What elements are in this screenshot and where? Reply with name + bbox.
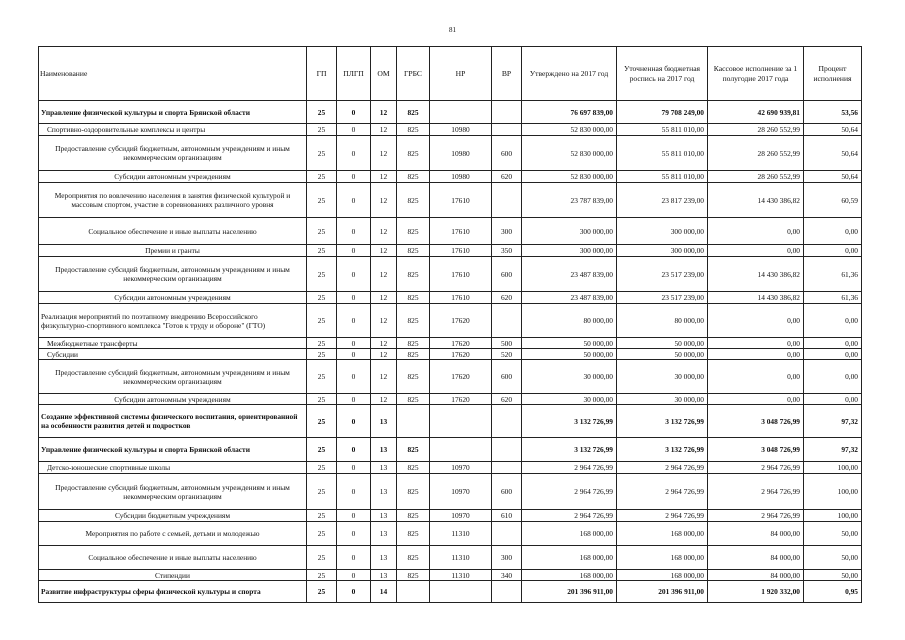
row-plgp: 0 xyxy=(337,338,371,349)
row-name: Предоставление субсидий бюджетным, автономным учреждениям и иным некоммерческим организациям xyxy=(39,474,307,510)
row-plgp: 0 xyxy=(337,546,371,570)
row-grbs: 825 xyxy=(397,245,430,257)
row-gp: 25 xyxy=(307,581,337,603)
row-approved: 168 000,00 xyxy=(522,522,617,546)
row-vr xyxy=(492,522,522,546)
row-np: 10970 xyxy=(430,510,492,522)
row-refined: 55 811 010,00 xyxy=(617,124,708,136)
row-gp: 25 xyxy=(307,462,337,474)
row-om: 12 xyxy=(371,101,397,124)
row-om: 13 xyxy=(371,462,397,474)
row-executed: 3 048 726,99 xyxy=(708,405,804,438)
row-np: 17620 xyxy=(430,349,492,360)
row-approved: 201 396 911,00 xyxy=(522,581,617,603)
row-vr: 500 xyxy=(492,338,522,349)
header-np: НР xyxy=(430,47,492,101)
row-gp: 25 xyxy=(307,304,337,338)
row-approved: 2 964 726,99 xyxy=(522,474,617,510)
row-grbs: 825 xyxy=(397,522,430,546)
table-row xyxy=(39,136,862,171)
row-gp: 25 xyxy=(307,245,337,257)
row-np: 10980 xyxy=(430,171,492,183)
row-refined: 3 132 726,99 xyxy=(617,405,708,438)
row-name: Социальное обеспечение и иные выплаты населению xyxy=(39,218,307,245)
row-approved: 168 000,00 xyxy=(522,546,617,570)
row-vr: 350 xyxy=(492,245,522,257)
row-grbs: 825 xyxy=(397,474,430,510)
row-name: Реализация мероприятий по поэтапному внедрению Всероссийского физкультурно-спортивного комплекса "Готов к труду и обороне" (ГТО) xyxy=(39,304,307,338)
row-name: Детско-юношеские спортивные школы xyxy=(39,462,307,474)
row-plgp: 0 xyxy=(337,462,371,474)
row-executed: 0,00 xyxy=(708,245,804,257)
row-plgp: 0 xyxy=(337,171,371,183)
row-grbs: 825 xyxy=(397,136,430,171)
row-approved: 80 000,00 xyxy=(522,304,617,338)
table-row xyxy=(39,438,862,462)
row-name: Создание эффективной системы физического воспитания, ориентированной на особенности развития детей и подростков xyxy=(39,405,307,438)
row-vr xyxy=(492,124,522,136)
budget-table xyxy=(38,46,862,603)
header-row xyxy=(39,47,862,101)
row-gp: 25 xyxy=(307,349,337,360)
row-executed: 14 430 386,82 xyxy=(708,183,804,218)
row-percent: 50,64 xyxy=(804,136,862,171)
table-row xyxy=(39,257,862,292)
row-approved: 2 964 726,99 xyxy=(522,510,617,522)
row-gp: 25 xyxy=(307,522,337,546)
table-row xyxy=(39,570,862,581)
row-vr: 610 xyxy=(492,510,522,522)
row-om: 13 xyxy=(371,474,397,510)
row-vr: 600 xyxy=(492,474,522,510)
row-plgp: 0 xyxy=(337,394,371,405)
row-refined: 168 000,00 xyxy=(617,546,708,570)
row-name: Стипендии xyxy=(39,570,307,581)
row-name: Управление физической культуры и спорта Брянской области xyxy=(39,101,307,124)
row-np: 17620 xyxy=(430,394,492,405)
row-np: 17620 xyxy=(430,304,492,338)
row-approved: 23 787 839,00 xyxy=(522,183,617,218)
row-np xyxy=(430,438,492,462)
row-approved: 3 132 726,99 xyxy=(522,438,617,462)
row-vr: 520 xyxy=(492,349,522,360)
row-executed: 28 260 552,99 xyxy=(708,136,804,171)
row-grbs: 825 xyxy=(397,546,430,570)
header-vr: ВР xyxy=(492,47,522,101)
row-plgp: 0 xyxy=(337,474,371,510)
row-executed: 0,00 xyxy=(708,349,804,360)
table-row xyxy=(39,245,862,257)
row-plgp: 0 xyxy=(337,570,371,581)
row-percent: 0,00 xyxy=(804,218,862,245)
row-grbs: 825 xyxy=(397,218,430,245)
header-refined: Уточненная бюджетная роспись на 2017 год xyxy=(617,47,708,101)
row-vr xyxy=(492,581,522,603)
row-name: Социальное обеспечение и иные выплаты населению xyxy=(39,546,307,570)
header-executed: Кассовое исполнение за 1 полугодие 2017 года xyxy=(708,47,804,101)
table-row xyxy=(39,218,862,245)
row-name: Субсидии автономным учреждениям xyxy=(39,171,307,183)
table-row xyxy=(39,462,862,474)
row-refined: 79 708 249,00 xyxy=(617,101,708,124)
row-grbs: 825 xyxy=(397,462,430,474)
row-om: 12 xyxy=(371,304,397,338)
row-name: Предоставление субсидий бюджетным, автономным учреждениям и иным некоммерческим организациям xyxy=(39,136,307,171)
header-plgp: ПЛГП xyxy=(337,47,371,101)
row-approved: 300 000,00 xyxy=(522,245,617,257)
row-gp: 25 xyxy=(307,360,337,394)
row-executed: 42 690 939,81 xyxy=(708,101,804,124)
row-refined: 55 811 010,00 xyxy=(617,136,708,171)
row-refined: 50 000,00 xyxy=(617,349,708,360)
row-vr xyxy=(492,405,522,438)
row-executed: 28 260 552,99 xyxy=(708,171,804,183)
table-row xyxy=(39,474,862,510)
row-grbs: 825 xyxy=(397,510,430,522)
row-plgp: 0 xyxy=(337,304,371,338)
row-np: 10980 xyxy=(430,124,492,136)
row-approved: 76 697 839,00 xyxy=(522,101,617,124)
row-om: 12 xyxy=(371,360,397,394)
table-row xyxy=(39,292,862,304)
row-percent: 61,36 xyxy=(804,257,862,292)
row-executed: 84 000,00 xyxy=(708,522,804,546)
row-gp: 25 xyxy=(307,474,337,510)
row-gp: 25 xyxy=(307,338,337,349)
row-vr: 620 xyxy=(492,292,522,304)
row-om: 12 xyxy=(371,394,397,405)
row-refined: 168 000,00 xyxy=(617,522,708,546)
table-row xyxy=(39,522,862,546)
row-vr: 300 xyxy=(492,546,522,570)
row-name: Предоставление субсидий бюджетным, автономным учреждениям и иным некоммерческим организациям xyxy=(39,360,307,394)
row-percent: 0,00 xyxy=(804,338,862,349)
row-om: 13 xyxy=(371,522,397,546)
row-executed: 0,00 xyxy=(708,218,804,245)
row-gp: 25 xyxy=(307,171,337,183)
row-plgp: 0 xyxy=(337,124,371,136)
row-gp: 25 xyxy=(307,136,337,171)
row-name: Субсидии xyxy=(39,349,307,360)
row-approved: 52 830 000,00 xyxy=(522,124,617,136)
header-name: Наименование xyxy=(39,47,307,101)
row-name: Управление физической культуры и спорта Брянской области xyxy=(39,438,307,462)
header-approved: Утверждено на 2017 год xyxy=(522,47,617,101)
table-row xyxy=(39,510,862,522)
row-approved: 50 000,00 xyxy=(522,349,617,360)
row-gp: 25 xyxy=(307,101,337,124)
row-percent: 53,56 xyxy=(804,101,862,124)
row-grbs xyxy=(397,581,430,603)
row-np: 10970 xyxy=(430,462,492,474)
row-executed: 84 000,00 xyxy=(708,570,804,581)
row-np xyxy=(430,405,492,438)
row-executed: 3 048 726,99 xyxy=(708,438,804,462)
row-percent: 50,64 xyxy=(804,124,862,136)
table-row xyxy=(39,171,862,183)
row-refined: 2 964 726,99 xyxy=(617,462,708,474)
row-approved: 2 964 726,99 xyxy=(522,462,617,474)
table-row xyxy=(39,405,862,438)
row-om: 12 xyxy=(371,338,397,349)
row-np: 17620 xyxy=(430,360,492,394)
row-vr xyxy=(492,304,522,338)
row-name: Субсидии автономным учреждениям xyxy=(39,292,307,304)
row-om: 13 xyxy=(371,546,397,570)
table-row xyxy=(39,101,862,124)
row-plgp: 0 xyxy=(337,136,371,171)
row-np xyxy=(430,101,492,124)
row-plgp: 0 xyxy=(337,245,371,257)
row-grbs: 825 xyxy=(397,124,430,136)
row-approved: 300 000,00 xyxy=(522,218,617,245)
row-om: 13 xyxy=(371,570,397,581)
row-percent: 50,00 xyxy=(804,570,862,581)
row-grbs: 825 xyxy=(397,394,430,405)
table-row xyxy=(39,349,862,360)
table-row xyxy=(39,304,862,338)
row-approved: 52 830 000,00 xyxy=(522,136,617,171)
row-executed: 28 260 552,99 xyxy=(708,124,804,136)
header-grbs: ГРБС xyxy=(397,47,430,101)
row-np: 11310 xyxy=(430,522,492,546)
row-np: 17610 xyxy=(430,257,492,292)
row-vr: 340 xyxy=(492,570,522,581)
row-plgp: 0 xyxy=(337,183,371,218)
row-om: 12 xyxy=(371,124,397,136)
row-refined: 80 000,00 xyxy=(617,304,708,338)
table-row xyxy=(39,338,862,349)
row-percent: 0,00 xyxy=(804,360,862,394)
row-refined: 2 964 726,99 xyxy=(617,510,708,522)
row-grbs: 825 xyxy=(397,570,430,581)
row-np xyxy=(430,581,492,603)
row-np: 17610 xyxy=(430,218,492,245)
row-refined: 2 964 726,99 xyxy=(617,474,708,510)
row-refined: 50 000,00 xyxy=(617,338,708,349)
row-om: 12 xyxy=(371,245,397,257)
row-percent: 50,00 xyxy=(804,522,862,546)
row-om: 12 xyxy=(371,136,397,171)
row-plgp: 0 xyxy=(337,292,371,304)
row-percent: 0,00 xyxy=(804,394,862,405)
header-percent: Процент исполнения xyxy=(804,47,862,101)
row-name: Мероприятия по вовлечению населения в занятия физической культурой и массовым спортом, участие в соревнованиях различного уровня xyxy=(39,183,307,218)
row-approved: 30 000,00 xyxy=(522,394,617,405)
row-grbs: 825 xyxy=(397,360,430,394)
row-gp: 25 xyxy=(307,570,337,581)
row-vr: 620 xyxy=(492,171,522,183)
row-plgp: 0 xyxy=(337,360,371,394)
row-name: Мероприятия по работе с семьей, детьми и молодежью xyxy=(39,522,307,546)
table-row xyxy=(39,581,862,603)
row-percent: 0,00 xyxy=(804,245,862,257)
row-om: 12 xyxy=(371,218,397,245)
row-executed: 0,00 xyxy=(708,394,804,405)
row-executed: 14 430 386,82 xyxy=(708,257,804,292)
row-refined: 3 132 726,99 xyxy=(617,438,708,462)
row-percent: 0,00 xyxy=(804,349,862,360)
row-executed: 84 000,00 xyxy=(708,546,804,570)
row-plgp: 0 xyxy=(337,257,371,292)
row-name: Субсидии автономным учреждениям xyxy=(39,394,307,405)
row-om: 13 xyxy=(371,510,397,522)
row-name: Премии и гранты xyxy=(39,245,307,257)
row-refined: 23 517 239,00 xyxy=(617,257,708,292)
row-refined: 300 000,00 xyxy=(617,218,708,245)
row-np: 10980 xyxy=(430,136,492,171)
row-om: 12 xyxy=(371,292,397,304)
row-grbs: 825 xyxy=(397,438,430,462)
row-executed: 14 430 386,82 xyxy=(708,292,804,304)
row-plgp: 0 xyxy=(337,101,371,124)
row-om: 14 xyxy=(371,581,397,603)
table-row xyxy=(39,546,862,570)
row-approved: 23 487 839,00 xyxy=(522,257,617,292)
row-refined: 201 396 911,00 xyxy=(617,581,708,603)
row-vr: 600 xyxy=(492,136,522,171)
row-percent: 97,32 xyxy=(804,405,862,438)
row-vr: 620 xyxy=(492,394,522,405)
row-percent: 60,59 xyxy=(804,183,862,218)
row-grbs: 825 xyxy=(397,292,430,304)
page-number: 81 xyxy=(449,26,456,34)
row-percent: 0,95 xyxy=(804,581,862,603)
row-approved: 23 487 839,00 xyxy=(522,292,617,304)
row-grbs: 825 xyxy=(397,349,430,360)
row-approved: 30 000,00 xyxy=(522,360,617,394)
row-np: 17610 xyxy=(430,183,492,218)
row-percent: 100,00 xyxy=(804,462,862,474)
row-name: Предоставление субсидий бюджетным, автономным учреждениям и иным некоммерческим организациям xyxy=(39,257,307,292)
row-refined: 30 000,00 xyxy=(617,394,708,405)
row-grbs: 825 xyxy=(397,304,430,338)
row-plgp: 0 xyxy=(337,581,371,603)
row-percent: 100,00 xyxy=(804,510,862,522)
row-percent: 50,00 xyxy=(804,546,862,570)
row-executed: 2 964 726,99 xyxy=(708,510,804,522)
row-plgp: 0 xyxy=(337,349,371,360)
row-om: 13 xyxy=(371,438,397,462)
row-executed: 0,00 xyxy=(708,338,804,349)
row-refined: 30 000,00 xyxy=(617,360,708,394)
row-vr xyxy=(492,438,522,462)
table-row xyxy=(39,124,862,136)
row-gp: 25 xyxy=(307,292,337,304)
row-plgp: 0 xyxy=(337,522,371,546)
row-name: Межбюджетные трансферты xyxy=(39,338,307,349)
row-om: 12 xyxy=(371,171,397,183)
header-gp: ГП xyxy=(307,47,337,101)
row-executed: 0,00 xyxy=(708,304,804,338)
row-om: 13 xyxy=(371,405,397,438)
row-grbs: 825 xyxy=(397,338,430,349)
row-refined: 168 000,00 xyxy=(617,570,708,581)
row-approved: 52 830 000,00 xyxy=(522,171,617,183)
row-np: 11310 xyxy=(430,570,492,581)
row-grbs xyxy=(397,405,430,438)
row-gp: 25 xyxy=(307,218,337,245)
row-approved: 168 000,00 xyxy=(522,570,617,581)
row-name: Субсидии бюджетным учреждениям xyxy=(39,510,307,522)
row-percent: 50,64 xyxy=(804,171,862,183)
row-np: 10970 xyxy=(430,474,492,510)
row-name: Развитие инфраструктуры сферы физической культуры и спорта xyxy=(39,581,307,603)
row-gp: 25 xyxy=(307,124,337,136)
row-vr: 600 xyxy=(492,257,522,292)
row-executed: 2 964 726,99 xyxy=(708,474,804,510)
row-executed: 2 964 726,99 xyxy=(708,462,804,474)
row-plgp: 0 xyxy=(337,510,371,522)
row-np: 17610 xyxy=(430,245,492,257)
row-np: 17620 xyxy=(430,338,492,349)
row-vr xyxy=(492,101,522,124)
row-plgp: 0 xyxy=(337,218,371,245)
row-gp: 25 xyxy=(307,438,337,462)
row-vr xyxy=(492,183,522,218)
row-approved: 50 000,00 xyxy=(522,338,617,349)
row-vr xyxy=(492,462,522,474)
row-vr: 600 xyxy=(492,360,522,394)
row-plgp: 0 xyxy=(337,405,371,438)
row-percent: 100,00 xyxy=(804,474,862,510)
row-om: 12 xyxy=(371,183,397,218)
row-refined: 23 817 239,00 xyxy=(617,183,708,218)
row-om: 12 xyxy=(371,349,397,360)
row-np: 17610 xyxy=(430,292,492,304)
row-approved: 3 132 726,99 xyxy=(522,405,617,438)
row-executed: 0,00 xyxy=(708,360,804,394)
table-row xyxy=(39,360,862,394)
row-vr: 300 xyxy=(492,218,522,245)
row-gp: 25 xyxy=(307,394,337,405)
row-grbs: 825 xyxy=(397,183,430,218)
row-grbs: 825 xyxy=(397,257,430,292)
table-row xyxy=(39,394,862,405)
row-gp: 25 xyxy=(307,546,337,570)
row-grbs: 825 xyxy=(397,101,430,124)
row-percent: 0,00 xyxy=(804,304,862,338)
table-row xyxy=(39,183,862,218)
row-gp: 25 xyxy=(307,257,337,292)
row-name: Спортивно-оздоровительные комплексы и центры xyxy=(39,124,307,136)
row-refined: 23 517 239,00 xyxy=(617,292,708,304)
row-om: 12 xyxy=(371,257,397,292)
row-percent: 61,36 xyxy=(804,292,862,304)
row-gp: 25 xyxy=(307,405,337,438)
header-om: ОМ xyxy=(371,47,397,101)
row-refined: 300 000,00 xyxy=(617,245,708,257)
row-gp: 25 xyxy=(307,183,337,218)
row-np: 11310 xyxy=(430,546,492,570)
row-plgp: 0 xyxy=(337,438,371,462)
row-refined: 55 811 010,00 xyxy=(617,171,708,183)
row-executed: 1 920 332,00 xyxy=(708,581,804,603)
row-gp: 25 xyxy=(307,510,337,522)
row-grbs: 825 xyxy=(397,171,430,183)
row-percent: 97,32 xyxy=(804,438,862,462)
